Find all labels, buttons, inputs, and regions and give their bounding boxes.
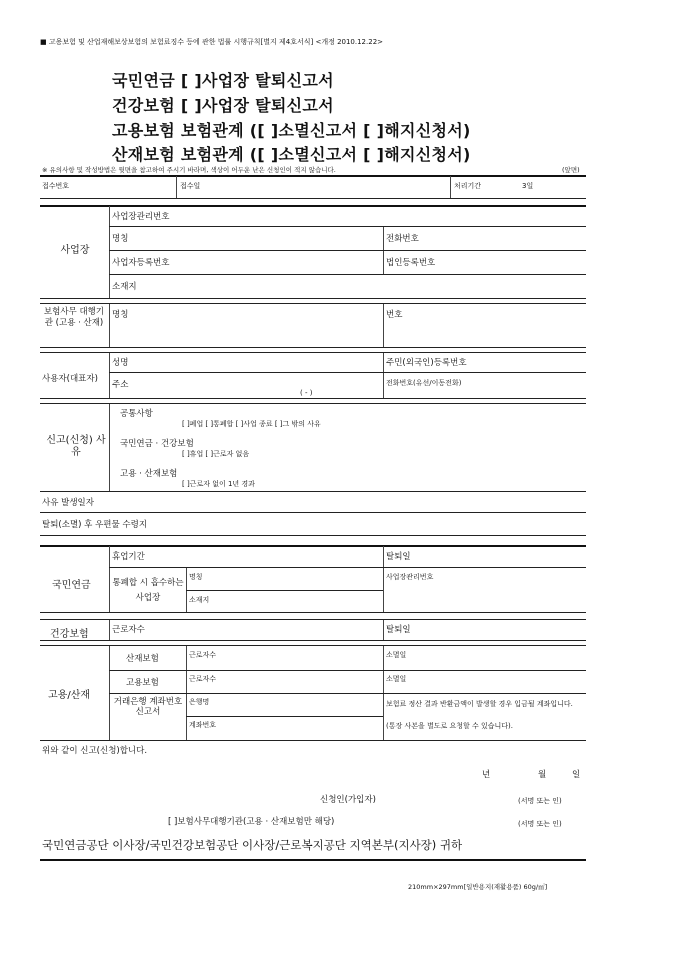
date-day[interactable]: 일 <box>572 770 581 780</box>
section-employer: 사용자(대표자) <box>42 374 98 384</box>
pension-merge-address[interactable]: 소재지 <box>189 596 210 604</box>
refund-note-2: (통장 사본을 별도로 요청할 수 있습니다). <box>386 722 514 730</box>
industrial-extinction-date[interactable]: 소멸일 <box>386 651 407 659</box>
employer-resident-no[interactable]: 주민(외국인)등록번호 <box>386 358 467 368</box>
employer-address-zip: ( - ) <box>300 389 313 397</box>
refund-note: 보험료 정산 결과 반환금액이 발생할 경우 입금될 계좌입니다. <box>386 700 573 708</box>
agency-name[interactable]: 명칭 <box>112 310 129 320</box>
receipt-no-label: 접수번호 <box>42 182 70 190</box>
pension-suspension[interactable]: 휴업기간 <box>112 552 145 562</box>
reason-employment-label: 고용 · 산재보험 <box>120 469 178 479</box>
workplace-phone[interactable]: 전화번호 <box>386 234 419 244</box>
emp-ind-industrial-label: 산재보험 <box>126 654 159 664</box>
reason-common-label: 공통사항 <box>120 409 153 419</box>
bank-account-label: 거래은행 계좌번호 신고서 <box>113 697 183 717</box>
title-industrial: 산재보험 보험관계 ([ ]소멸신고서 [ ]해지신청서) <box>112 145 471 164</box>
section-agency: 보험사무 대행기관 (고용 · 산재) <box>43 307 105 328</box>
date-year[interactable]: 년 <box>482 770 491 780</box>
employer-phone[interactable]: 전화번호(유선/이동전화) <box>386 379 462 387</box>
form-header-note: ■ 고용보험 및 산업재해보상보험의 보험료징수 등에 관한 법률 시행규칙[별지 제4호서식] <개정 2010.12.22> <box>40 38 384 46</box>
health-workers[interactable]: 근로자수 <box>112 625 145 635</box>
workplace-address[interactable]: 소재지 <box>112 282 137 292</box>
pension-merge-mgmt[interactable]: 사업장관리번호 <box>386 573 434 581</box>
applicant-label: 신청인(가입자) <box>320 795 376 805</box>
reason-common-options[interactable]: [ ]폐업 [ ]통폐합 [ ]사업 종료 [ ]그 밖의 사유 <box>182 420 321 428</box>
emp-ind-employment-label: 고용보험 <box>126 678 159 688</box>
section-reason: 신고(신청) 사유 <box>46 435 106 458</box>
reason-pension-health-options[interactable]: [ ]휴업 [ ]근로자 없음 <box>182 450 250 458</box>
workplace-mgmt-no[interactable]: 사업장관리번호 <box>112 212 170 222</box>
workplace-biz-reg-no[interactable]: 사업자등록번호 <box>112 258 170 268</box>
employer-name[interactable]: 성명 <box>112 358 129 368</box>
declaration-text: 위와 같이 신고(신청)합니다. <box>42 746 148 756</box>
pension-merge-name[interactable]: 명칭 <box>189 573 203 581</box>
sign-or-seal-1[interactable]: (서명 또는 인) <box>518 797 562 805</box>
reason-date-label[interactable]: 사유 발생일자 <box>42 498 94 508</box>
addressee: 국민연금공단 이사장/국민건강보험공단 이사장/근로복지공단 지역본부(지사장) 귀하 <box>42 838 463 852</box>
title-pension: 국민연금 [ ]사업장 탈퇴신고서 <box>112 71 334 90</box>
bank-name[interactable]: 은행명 <box>189 698 210 706</box>
title-employment: 고용보험 보험관계 ([ ]소멸신고서 [ ]해지신청서) <box>112 121 471 140</box>
section-emp-ind: 고용/산재 <box>48 690 91 701</box>
workplace-name[interactable]: 명칭 <box>112 234 129 244</box>
processing-period-label: 처리기간 <box>454 182 482 190</box>
reason-pension-health-label: 국민연금 · 건강보험 <box>120 439 194 449</box>
notice-text: ※ 유의사항 및 작성방법은 뒷면을 참고하여 주시기 바라며, 색상이 어두운 난은 신청인이 적지 않습니다. <box>42 166 336 174</box>
receipt-date-label: 접수일 <box>180 182 201 190</box>
section-health: 건강보험 <box>50 629 89 640</box>
mail-after-label[interactable]: 탈퇴(소멸) 후 우편물 수령지 <box>42 520 148 530</box>
processing-period-value: 3일 <box>522 182 534 190</box>
employment-extinction-date[interactable]: 소멸일 <box>386 675 407 683</box>
pension-withdraw-date[interactable]: 탈퇴일 <box>386 552 411 562</box>
date-month[interactable]: 월 <box>538 770 547 780</box>
page-side-label: (앞면) <box>562 166 580 174</box>
section-workplace: 사업장 <box>60 245 90 256</box>
agency-sign-label[interactable]: [ ]보험사무대행기관(고용 · 산재보험만 해당) <box>168 817 335 827</box>
employment-workers[interactable]: 근로자수 <box>189 675 217 683</box>
sign-or-seal-2[interactable]: (서명 또는 인) <box>518 820 562 828</box>
industrial-workers[interactable]: 근로자수 <box>189 651 217 659</box>
reason-employment-options[interactable]: [ ]근로자 없이 1년 경과 <box>182 480 255 488</box>
section-pension: 국민연금 <box>52 580 91 591</box>
account-number[interactable]: 계좌번호 <box>189 721 217 729</box>
title-health: 건강보험 [ ]사업장 탈퇴신고서 <box>112 96 334 115</box>
agency-number[interactable]: 번호 <box>386 310 403 320</box>
pension-merge-label: 통폐합 시 흡수하는 사업장 <box>112 578 184 603</box>
health-withdraw-date[interactable]: 탈퇴일 <box>386 625 411 635</box>
workplace-corp-reg-no[interactable]: 법인등록번호 <box>386 258 436 268</box>
employer-address[interactable]: 주소 <box>112 380 129 390</box>
paper-spec-footer: 210mm×297mm[일반용지(재활용품) 60g/㎡] <box>408 883 548 891</box>
